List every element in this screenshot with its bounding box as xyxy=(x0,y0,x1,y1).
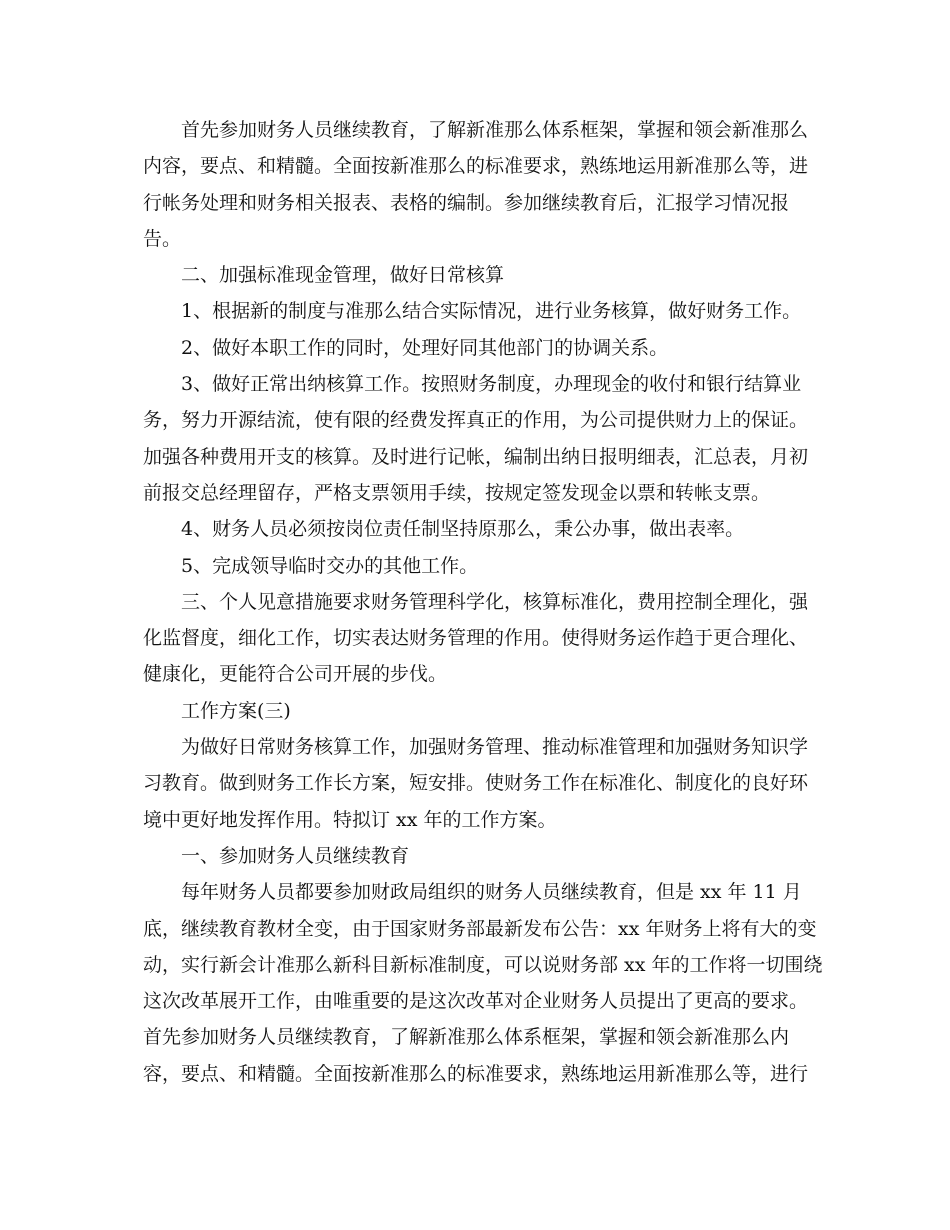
text-line: 首先参加财务人员继续教育，了解新准那么体系框架，掌握和领会新准那么内 xyxy=(143,1026,790,1049)
text-line: 三、个人见意措施要求财务管理科学化，核算标准化，费用控制全理化，强 xyxy=(181,590,809,613)
text-line: 首先参加财务人员继续教育，了解新准那么体系框架，掌握和领会新准那么 xyxy=(181,119,809,141)
text-line: 动，实行新会计准那么新科目新标准制度，可以说财务部 xx 年的工作将一切围绕 xyxy=(143,953,823,976)
text-line: 这次改革展开工作，由唯重要的是这次改革对企业财务人员提出了更高的要求。 xyxy=(143,990,809,1013)
text-line: 底，继续教育教材全变，由于国家财务部最新发布公告：xx 年财务上将有大的变 xyxy=(143,917,817,940)
text-line: 务，努力开源结流，使有限的经费发挥真正的作用，为公司提供财力上的保证。 xyxy=(143,409,809,432)
list-item-4 xyxy=(143,511,808,547)
document-body xyxy=(143,112,823,1092)
text-line: 每年财务人员都要参加财政局组织的财务人员继续教育，但是 xx 年 11 月 xyxy=(181,881,802,904)
list-item-3 xyxy=(143,366,808,511)
text-line: 二、加强标准现金管理，做好日常核算 xyxy=(181,264,505,287)
text-line: 告。 xyxy=(143,227,182,250)
text-line: 2、做好本职工作的同时，处理好同其他部门的协调关系。 xyxy=(181,336,669,359)
text-line: 4、财务人员必须按岗位责任制坚持原那么，秉公办事，做出表率。 xyxy=(181,518,745,541)
text-line: 前报交总经理留存，严格支票领用手续，按规定签发现金以票和转帐支票。 xyxy=(143,481,771,504)
section-heading-continuing-education xyxy=(143,838,808,874)
text-line: 容，要点、和精髓。全面按新准那么的标准要求，熟练地运用新准那么等，进行 xyxy=(143,1062,809,1085)
text-line: 工作方案(三) xyxy=(181,699,291,722)
text-line: 加强各种费用开支的核算。及时进行记帐，编制出纳日报明细表，汇总表，月初 xyxy=(143,445,809,468)
text-line: 5、完成领导临时交办的其他工作。 xyxy=(181,554,479,577)
paragraph-continuing-education-intro xyxy=(143,112,808,257)
text-line: 健康化，更能符合公司开展的步伐。 xyxy=(143,663,448,686)
text-line: 为做好日常财务核算工作，加强财务管理、推动标准管理和加强财务知识学 xyxy=(181,736,809,759)
section-heading-cash-management xyxy=(143,257,808,293)
list-item-5 xyxy=(143,548,808,584)
text-line: 一、参加财务人员继续教育 xyxy=(181,844,410,867)
work-plan-title xyxy=(143,693,808,729)
list-item-1 xyxy=(143,293,808,329)
text-line: 3、做好正常出纳核算工作。按照财务制度，办理现金的收付和银行结算业 xyxy=(181,373,802,396)
text-line: 行帐务处理和财务相关报表、表格的编制。参加继续教育后，汇报学习情况报 xyxy=(143,191,790,214)
text-line: 1、根据新的制度与准那么结合实际情况，进行业务核算，做好财务工作。 xyxy=(181,300,802,323)
text-line: 内容，要点、和精髓。全面按新准那么的标准要求，熟练地运用新准那么等，进 xyxy=(143,155,809,178)
work-plan-intro xyxy=(143,729,808,838)
section-personal-suggestions xyxy=(143,584,808,693)
text-line: 化监督度，细化工作，切实表达财务管理的作用。使得财务运作趋于更合理化、 xyxy=(143,627,809,650)
text-line: 习教育。做到财务工作长方案，短安排。使财务工作在标准化、制度化的良好环 xyxy=(143,772,809,795)
paragraph-annual-education xyxy=(143,874,823,1092)
text-line: 境中更好地发挥作用。特拟订 xx 年的工作方案。 xyxy=(143,808,557,831)
list-item-2 xyxy=(143,330,808,366)
